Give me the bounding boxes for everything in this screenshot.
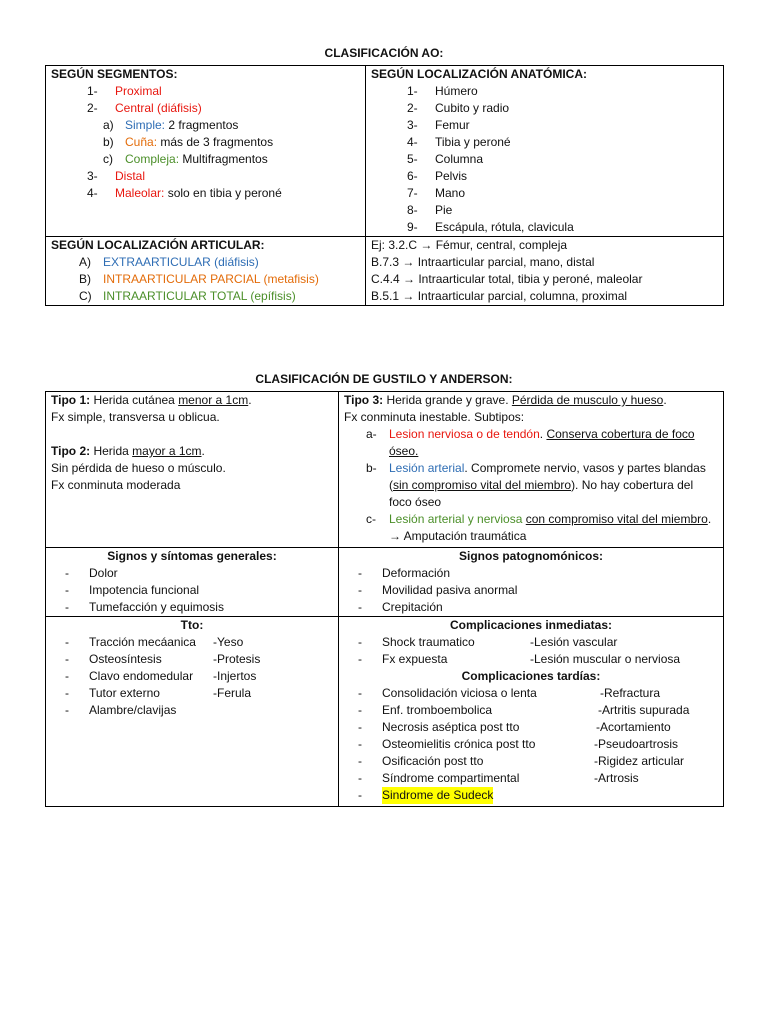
list-item: 7- Mano — [407, 186, 466, 200]
list-item: 6- Pelvis — [407, 169, 468, 183]
list-item: - Shock traumatico -Lesión vascular — [358, 635, 618, 649]
list-item: 9- Escápula, rótula, clavicula — [407, 220, 574, 234]
ao-title: CLASIFICACIÓN AO: — [324, 46, 444, 60]
list-item: c) Compleja: Multifragmentos — [103, 152, 268, 166]
list-item: - Tumefacción y equimosis — [65, 600, 224, 614]
list-item: 4- Tibia y peroné — [407, 135, 511, 149]
gustilo-row-tipos — [46, 392, 724, 548]
signos-generales-heading: Signos y síntomas generales: — [107, 549, 277, 563]
list-item: 2- Central (diáfisis) — [87, 101, 202, 115]
list-item: - Consolidación viciosa o lenta -Refractura — [358, 686, 661, 700]
list-item: - Necrosis aséptica post tto -Acortamiento — [358, 720, 671, 734]
list-item: - Fx expuesta -Lesión muscular o nerviosa — [358, 652, 681, 666]
example-line: C.4.4 → Intraarticular total, tibia y peroné, maleolar — [371, 272, 643, 286]
tipo2-desc: Fx conminuta moderada — [51, 478, 181, 492]
tipo2-desc: Sin pérdida de hueso o músculo. — [51, 461, 226, 475]
list-item: - Síndrome compartimental -Artrosis — [358, 771, 639, 785]
tipo1-2-cell — [46, 392, 339, 548]
gustilo-table — [45, 391, 724, 807]
complicaciones-cell — [339, 617, 724, 807]
list-item: - Crepitación — [358, 600, 443, 614]
tipo1-line: Tipo 1: Herida cutánea menor a 1cm. — [51, 393, 252, 407]
list-item: B) INTRAARTICULAR PARCIAL (metafisis) — [79, 272, 319, 286]
tipo3-line: Tipo 3: Herida grande y grave. Pérdida de musculo y hueso. — [344, 393, 667, 407]
example-line: Ej: 3.2.C → Fémur, central, compleja — [371, 238, 568, 252]
list-item: - Osificación post tto -Rigidez articular — [358, 754, 685, 768]
ao-table — [45, 65, 724, 306]
list-item: 4- Maleolar: solo en tibia y peroné — [87, 186, 282, 200]
list-item: b) Cuña: más de 3 fragmentos — [103, 135, 274, 149]
ejemplos-cell — [366, 237, 724, 306]
list-item: - Tutor externo -Ferula — [65, 686, 252, 700]
example-line: B.5.1 → Intraarticular parcial, columna, proximal — [371, 289, 628, 303]
patognomonicos-heading: Signos patognomónicos: — [459, 549, 603, 563]
tardias-heading: Complicaciones tardías: — [461, 669, 601, 683]
subtype-a: a- Lesion nerviosa o de tendón. Conserva cobertura de foco óseo. — [366, 427, 695, 458]
tto-heading: Tto: — [180, 618, 204, 632]
articular-heading: SEGÚN LOCALIZACIÓN ARTICULAR: — [51, 238, 265, 252]
list-item: 1- Proximal — [87, 84, 162, 98]
list-item: - Osteosíntesis -Protesis — [65, 652, 261, 666]
ao-row-2 — [46, 237, 724, 306]
segmentos-cell — [46, 66, 366, 237]
tto-cell — [46, 617, 339, 807]
list-item: C) INTRAARTICULAR TOTAL (epífisis) — [79, 289, 296, 303]
highlighted-item: Sindrome de Sudeck — [382, 788, 494, 802]
inmediatas-heading: Complicaciones inmediatas: — [449, 618, 613, 632]
signos-generales-cell — [46, 548, 339, 617]
list-item: - Clavo endomedular -Injertos — [65, 669, 257, 683]
gustilo-row-signos — [46, 548, 724, 617]
list-item: 3- Distal — [87, 169, 146, 183]
list-item: 2- Cubito y radio — [407, 101, 510, 115]
list-item: - Alambre/clavijas — [65, 703, 177, 717]
anatomica-heading: SEGÚN LOCALIZACIÓN ANATÓMICA: — [371, 67, 587, 81]
subtype-b: b- Lesión arterial. Compromete nervio, vasos y partes blandas (sin compromiso vital del miembro). No hay cobertura del foco óseo — [366, 461, 706, 509]
list-item: 5- Columna — [407, 152, 484, 166]
list-item: - Tracción mecáanica -Yeso — [65, 635, 244, 649]
list-item: - Enf. tromboembolica -Artritis supurada — [358, 703, 690, 717]
list-item: - Sindrome de Sudeck — [358, 788, 494, 802]
tipo1-desc: Fx simple, transversa u oblicua. — [51, 410, 220, 424]
list-item: A) EXTRAARTICULAR (diáfisis) — [79, 255, 259, 269]
tipo3-desc: Fx conminuta inestable. Subtipos: — [344, 410, 525, 424]
list-item: 8- Pie — [407, 203, 453, 217]
list-item: 1- Húmero — [407, 84, 478, 98]
tipo3-cell — [339, 392, 724, 548]
ao-row-1 — [46, 66, 724, 237]
list-item: - Impotencia funcional — [65, 583, 200, 597]
list-item: a) Simple: 2 fragmentos — [103, 118, 239, 132]
gustilo-row-tto — [46, 617, 724, 807]
list-item: - Deformación — [358, 566, 451, 580]
gustilo-title: CLASIFICACIÓN DE GUSTILO Y ANDERSON: — [255, 372, 513, 386]
segmentos-heading: SEGÚN SEGMENTOS: — [51, 67, 178, 81]
anatomica-cell — [366, 66, 724, 237]
patognomonicos-cell — [339, 548, 724, 617]
list-item: - Movilidad pasiva anormal — [358, 583, 518, 597]
list-item: 3- Femur — [407, 118, 470, 132]
list-item: - Dolor — [65, 566, 118, 580]
articular-cell — [46, 237, 366, 306]
example-line: B.7.3 → Intraarticular parcial, mano, distal — [371, 255, 595, 269]
subtype-c: c- Lesión arterial y nerviosa con compromiso vital del miembro. → Amputación traumática — [366, 512, 712, 543]
tipo2-line: Tipo 2: Herida mayor a 1cm. — [51, 444, 205, 458]
list-item: - Osteomielitis crónica post tto -Pseudoartrosis — [358, 737, 679, 751]
